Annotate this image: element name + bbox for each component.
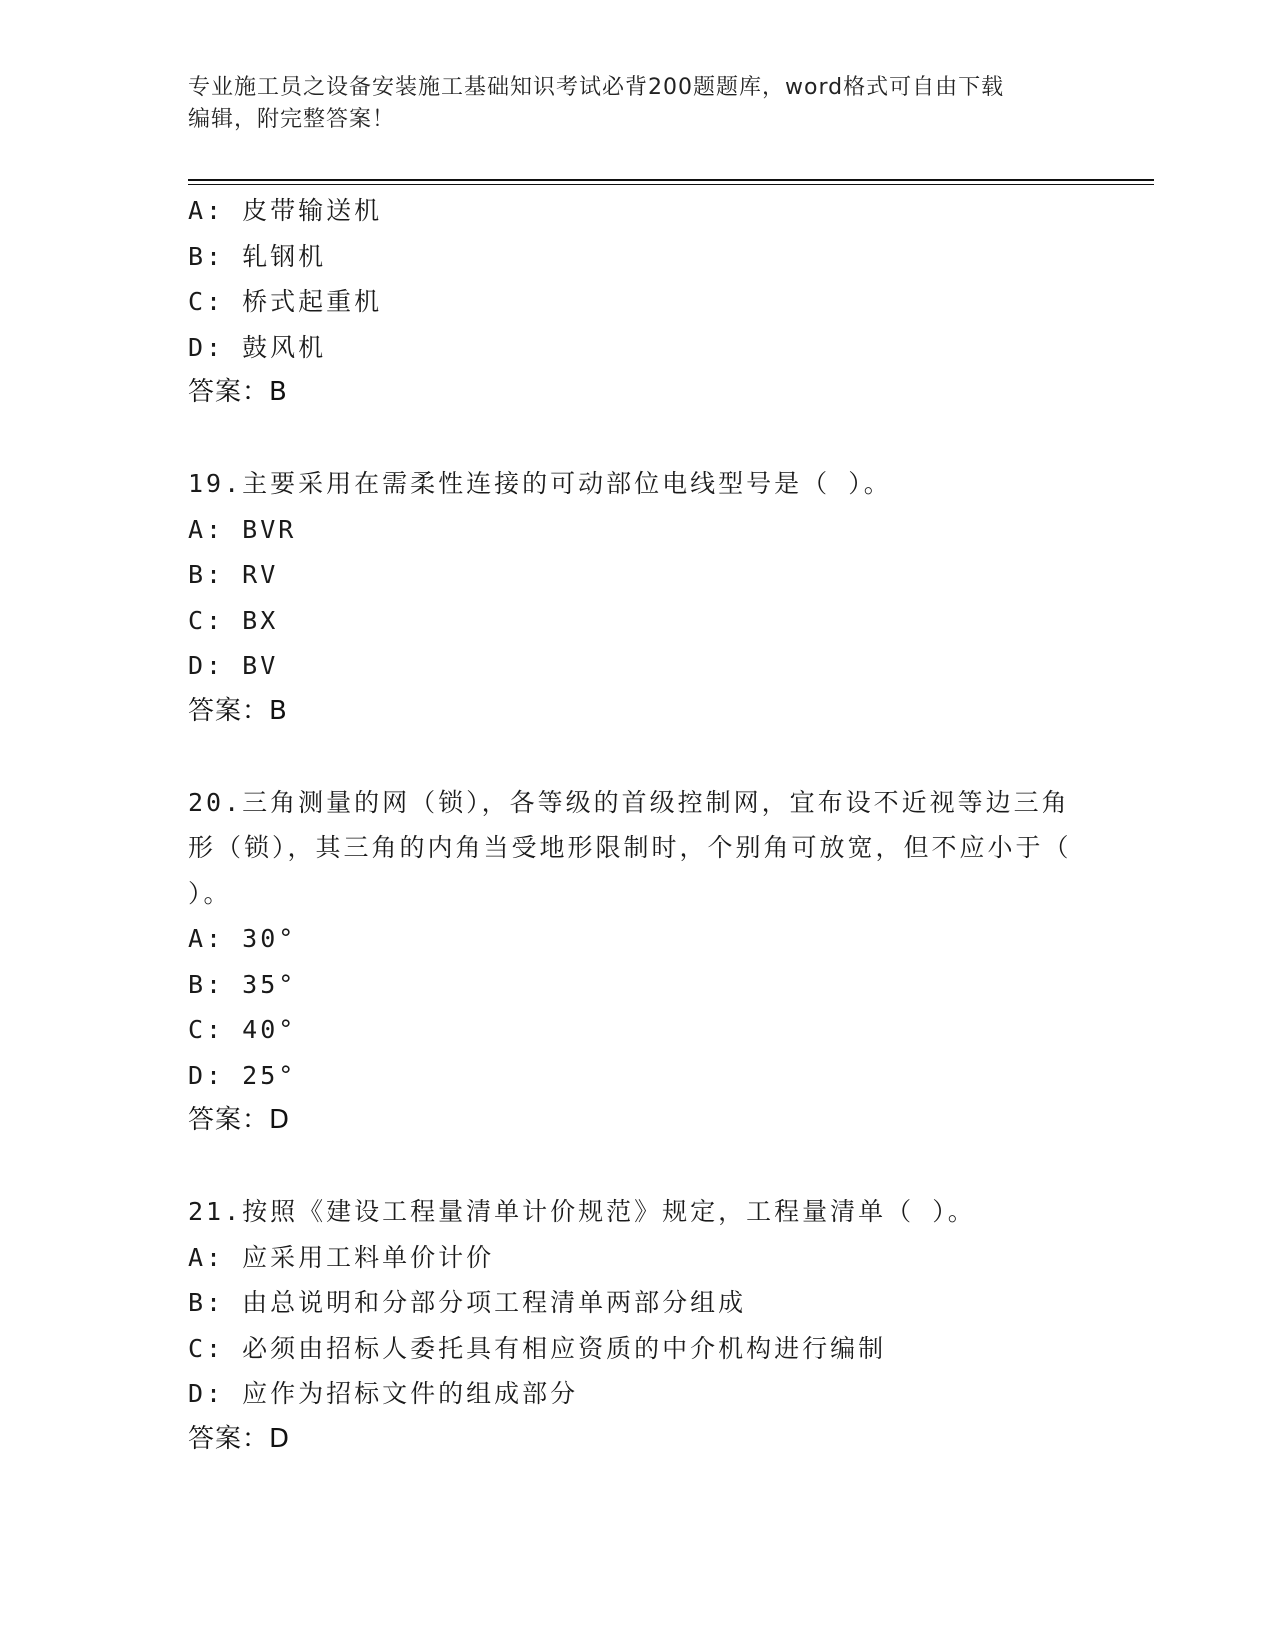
option-d: D: BV [188,651,279,680]
option-c: C: 必须由招标人委托具有相应资质的中介机构进行编制 [188,1333,887,1363]
option-a: A: 皮带输送机 [188,196,383,225]
option-b: B: 轧钢机 [188,241,327,271]
header-rule-thick [188,179,1154,181]
header-title-line-2: 编辑，附完整答案！ [188,107,396,132]
spacer [188,734,1088,780]
question-stem: 21.按照《建设工程量清单计价规范》规定，工程量清单（ ）。 [188,1197,976,1226]
question-list [188,188,1088,1462]
option-a: A: 应采用工料单价计价 [188,1242,495,1272]
header-rule-thin [188,184,1154,185]
option-d: D: 应作为招标文件的组成部分 [188,1379,579,1408]
question-18 [188,188,1088,416]
spacer [188,1144,1088,1190]
answer-line: 答案：B [188,377,288,407]
document-header [188,72,1068,136]
option-c: C: BX [188,605,279,635]
question-19 [188,461,1088,734]
option-a: A: BVR [188,514,297,544]
option-c: C: 40° [188,1015,297,1044]
header-title-line-1: 专业施工员之设备安装施工基础知识考试必背200题题库，word格式可自由下载 [188,75,1005,100]
answer-line: 答案：B [188,695,288,726]
spacer [188,416,1088,462]
question-stem: 19.主要采用在需柔性连接的可动部位电线型号是（ ）。 [188,469,892,498]
option-b: B: 由总说明和分部分项工程清单两部分组成 [188,1288,747,1317]
option-a: A: 30° [188,924,297,953]
option-d: D: 鼓风机 [188,332,327,362]
question-20 [188,780,1088,1144]
answer-line: 答案：D [188,1423,291,1454]
question-21 [188,1189,1088,1462]
option-c: C: 桥式起重机 [188,287,383,316]
answer-line: 答案：D [188,1105,291,1135]
question-stem: 20.三角测量的网（锁），各等级的首级控制网，宜布设不近视等边三角形（锁），其三角的内角当受地形限制时，个别角可放宽，但不应小于（ ）。 [188,787,1090,908]
option-b: B: RV [188,560,279,589]
option-b: B: 35° [188,969,297,999]
option-d: D: 25° [188,1060,297,1090]
